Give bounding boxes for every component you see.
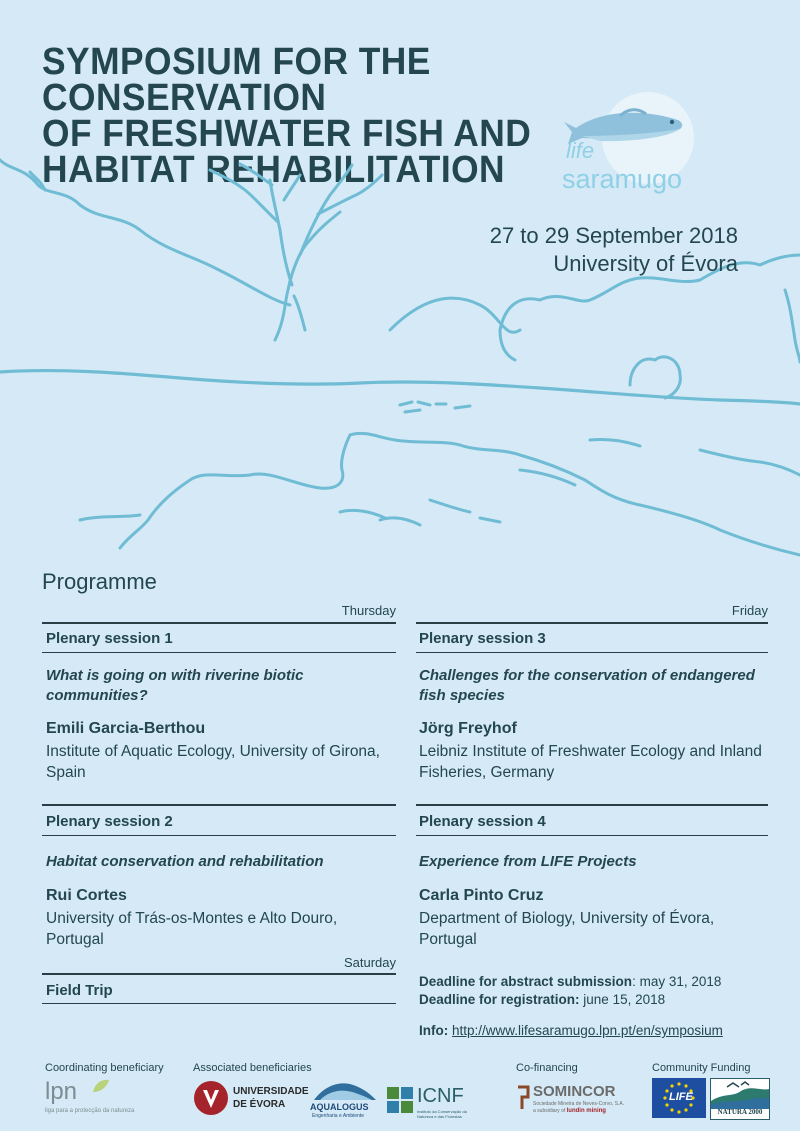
- natura-landscape-icon: [711, 1079, 769, 1109]
- session-1-label: Plenary session 1: [46, 630, 173, 647]
- session-2-label: Plenary session 2: [46, 813, 173, 830]
- day-thursday: Thursday: [341, 603, 396, 618]
- session-1-topic: What is going on with riverine biotic communities?: [46, 667, 304, 704]
- info-line: [419, 1023, 789, 1038]
- title-line-1: SYMPOSIUM FOR THE CONSERVATION: [42, 41, 431, 119]
- symposium-link[interactable]: http://www.lifesaramugo.lpn.pt/en/symposium: [452, 1023, 723, 1038]
- session-4-label: Plenary session 4: [419, 813, 546, 830]
- saramugo-logo-text: saramugo: [562, 164, 683, 194]
- deadline-registration-date: june 15, 2018: [583, 992, 666, 1007]
- uevora-emblem-icon: [193, 1080, 229, 1116]
- eu-life-logo: LIFE: [652, 1078, 706, 1118]
- divider: [42, 973, 396, 975]
- field-trip-label: Field Trip: [46, 982, 113, 999]
- info-label: Info:: [419, 1023, 449, 1038]
- divider: [416, 622, 768, 624]
- somincor-emblem-icon: [516, 1085, 530, 1111]
- leaf-icon: [91, 1078, 111, 1094]
- session-2-affiliation: University of Trás-os-Montes e Alto Douro, Portugal: [46, 910, 338, 948]
- divider: [42, 652, 396, 653]
- associated-label: Associated beneficiaries: [193, 1062, 312, 1074]
- divider: [416, 652, 768, 653]
- deadline-abstract-date: may 31, 2018: [639, 974, 722, 989]
- session-1-affiliation: Institute of Aquatic Ecology, University of Girona, Spain: [46, 743, 380, 781]
- session-1-speaker: Emili Garcia-Berthou: [46, 720, 206, 737]
- icnf-logo: ICNF Instituto da Conservação da Natureza e das Florestas: [387, 1085, 482, 1119]
- divider: [416, 835, 768, 836]
- event-venue: University of Évora: [553, 251, 738, 276]
- divider: [42, 622, 396, 624]
- title-line-3: HABITAT REHABILITATION: [42, 149, 506, 191]
- session-2-topic: Habitat conservation and rehabilitation: [46, 853, 324, 870]
- divider: [42, 1003, 396, 1004]
- community-funding-label: Community Funding: [652, 1062, 751, 1074]
- session-4-topic: Experience from LIFE Projects: [419, 853, 637, 870]
- event-dates: 27 to 29 September 2018: [489, 223, 738, 248]
- event-details: [490, 222, 738, 278]
- programme-heading: Programme: [42, 569, 157, 594]
- session-3-topic: Challenges for the conservation of endangered fish species: [419, 667, 755, 704]
- divider: [42, 835, 396, 836]
- cofinancing-label: Co-financing: [516, 1062, 578, 1074]
- landscape-illustration: [0, 150, 800, 570]
- session-4-speaker: Carla Pinto Cruz: [419, 887, 544, 904]
- day-saturday: Saturday: [343, 955, 396, 970]
- session-2-speaker: Rui Cortes: [46, 887, 127, 904]
- deadline-registration-label: Deadline for registration:: [419, 992, 580, 1007]
- somincor-logo: SOMINCOR Sociedade Mineira de Neves-Corvo, S.A. a subsidiary of lundin mining: [516, 1083, 634, 1119]
- day-friday: Friday: [731, 603, 768, 618]
- session-3-speaker: Jörg Freyhof: [419, 720, 517, 737]
- coordinating-label: Coordinating beneficiary: [45, 1062, 164, 1074]
- deadline-registration: [419, 991, 779, 1009]
- uevora-logo: UNIVERSIDADE DE ÉVORA: [193, 1080, 318, 1118]
- deadline-abstract-label: Deadline for abstract submission: [419, 974, 633, 989]
- divider: [416, 804, 768, 806]
- title-line-2: OF FRESHWATER FISH AND: [42, 113, 532, 155]
- session-4-affiliation: Department of Biology, University of Évora, Portugal: [419, 910, 715, 948]
- divider: [42, 804, 396, 806]
- session-3-affiliation: Leibniz Institute of Freshwater Ecology and Inland Fisheries, Germany: [419, 743, 762, 781]
- icnf-emblem-icon: [387, 1087, 413, 1113]
- session-3-label: Plenary session 3: [419, 630, 546, 647]
- wave-icon: [312, 1080, 378, 1102]
- lpn-logo: lpn liga para a protecção da natureza: [45, 1078, 135, 1114]
- natura-2000-logo: NATURA 2000: [710, 1078, 770, 1120]
- aqualogus-logo: AQUALOGUS Engenharia e Ambiente: [310, 1080, 380, 1118]
- deadline-abstract: Deadline for abstract submission: may 31, 2018: [419, 974, 722, 989]
- life-logo-text: life: [566, 138, 595, 163]
